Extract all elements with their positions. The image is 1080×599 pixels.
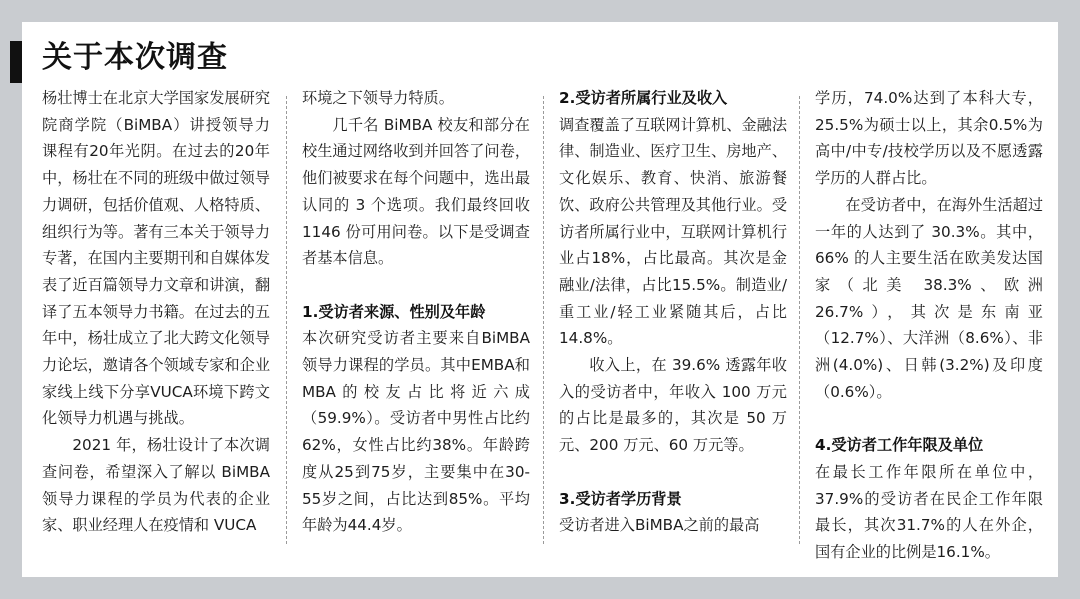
section-heading: 3.受访者学历背景 (559, 489, 682, 508)
page-title: 关于本次调查 (42, 40, 228, 75)
paragraph: 在受访者中，在海外生活超过一年的人达到了 30.3%。其中，66% 的人主要生活在欧美发达国家（北美 38.3%、欧洲 26.7%），其次是东南亚（12.7%）、大洋洲（8.6%）、非洲(4.0%)、日韩(3.2%)及印度（0.6%）。 (815, 195, 1043, 401)
column-2 (302, 85, 530, 539)
spacer (302, 272, 530, 299)
paragraph: 调查覆盖了互联网计算机、金融法律、制造业、医疗卫生、房地产、文化娱乐、教育、快消、旅游餐饮、政府公共管理及其他行业。受访者所属行业中，互联网计算机行业占18%，占比最高。其次是金融业/法律，占比15.5%。制造业/重工业/轻工业紧随其后，占比14.8%。 (559, 115, 787, 348)
column-3 (559, 85, 787, 539)
column-divider (543, 96, 544, 544)
column-divider (286, 96, 287, 544)
spacer (815, 405, 1043, 432)
spacer (559, 459, 787, 486)
paragraph: 环境之下领导力特质。 (302, 89, 454, 107)
column-4 (815, 85, 1043, 566)
section-heading: 2.受访者所属行业及收入 (559, 89, 728, 107)
section-heading: 1.受访者来源、性别及年龄 (302, 302, 486, 321)
paragraph: 受访者进入BiMBA之前的最高 (559, 516, 760, 535)
paragraph: 学历，74.0%达到了本科大专，25.5%为硕士以上，其余0.5%为高中/中专/技校学历以及不愿透露学历的人群占比。 (815, 89, 1043, 188)
column-divider (799, 96, 800, 544)
paragraph: 本次研究受访者主要来自BiMBA领导力课程的学员。其中EMBA和MBA的校友占比将近六成（59.9%）。受访者中男性占比约62%，女性占比约38%。年龄跨度从25到75岁，主要集中在30-55岁之间，占比达到85%。平均年龄为44.4岁。 (302, 329, 530, 535)
paragraph: 2021 年，杨壮设计了本次调查问卷，希望深入了解以 BiMBA 领导力课程的学员为代表的企业家、职业经理人在疫情和 VUCA (42, 436, 270, 535)
section-heading: 4.受访者工作年限及单位 (815, 436, 984, 455)
paragraph: 杨壮博士在北京大学国家发展研究院商学院（BiMBA）讲授领导力课程有20年光阴。在过去的20年中，杨壮在不同的班级中做过领导力调研，包括价值观、人格特质、组织行为等。著有三本关于领导力专著，在国内主要期刊和自媒体发表了近百篇领导力文章和讲演，翻译了五本领导力书籍。在过去的五年中，杨壮成立了北大跨文化领导力论坛，邀请各个领域专家和企业家线上线下分享VUCA环境下跨文化领导力机遇与挑战。 (42, 89, 270, 428)
column-1 (42, 85, 270, 539)
paragraph: 几千名 BiMBA 校友和部分在校生通过网络收到并回答了问卷，他们被要求在每个问题中，选出最认同的 3 个选项。我们最终回收 1146 份可用问卷。以下是受调查者基本信息。 (302, 115, 530, 268)
paragraph: 在最长工作年限所在单位中，37.9%的受访者在民企工作年限最长，其次31.7%的人在外企，国有企业的比例是16.1%。 (815, 462, 1043, 561)
paragraph: 收入上，在 39.6% 透露年收入的受访者中，年收入 100 万元的占比是最多的，其次是 50 万元、200 万元、60 万元等。 (559, 356, 787, 455)
title-accent-bar (10, 41, 22, 83)
